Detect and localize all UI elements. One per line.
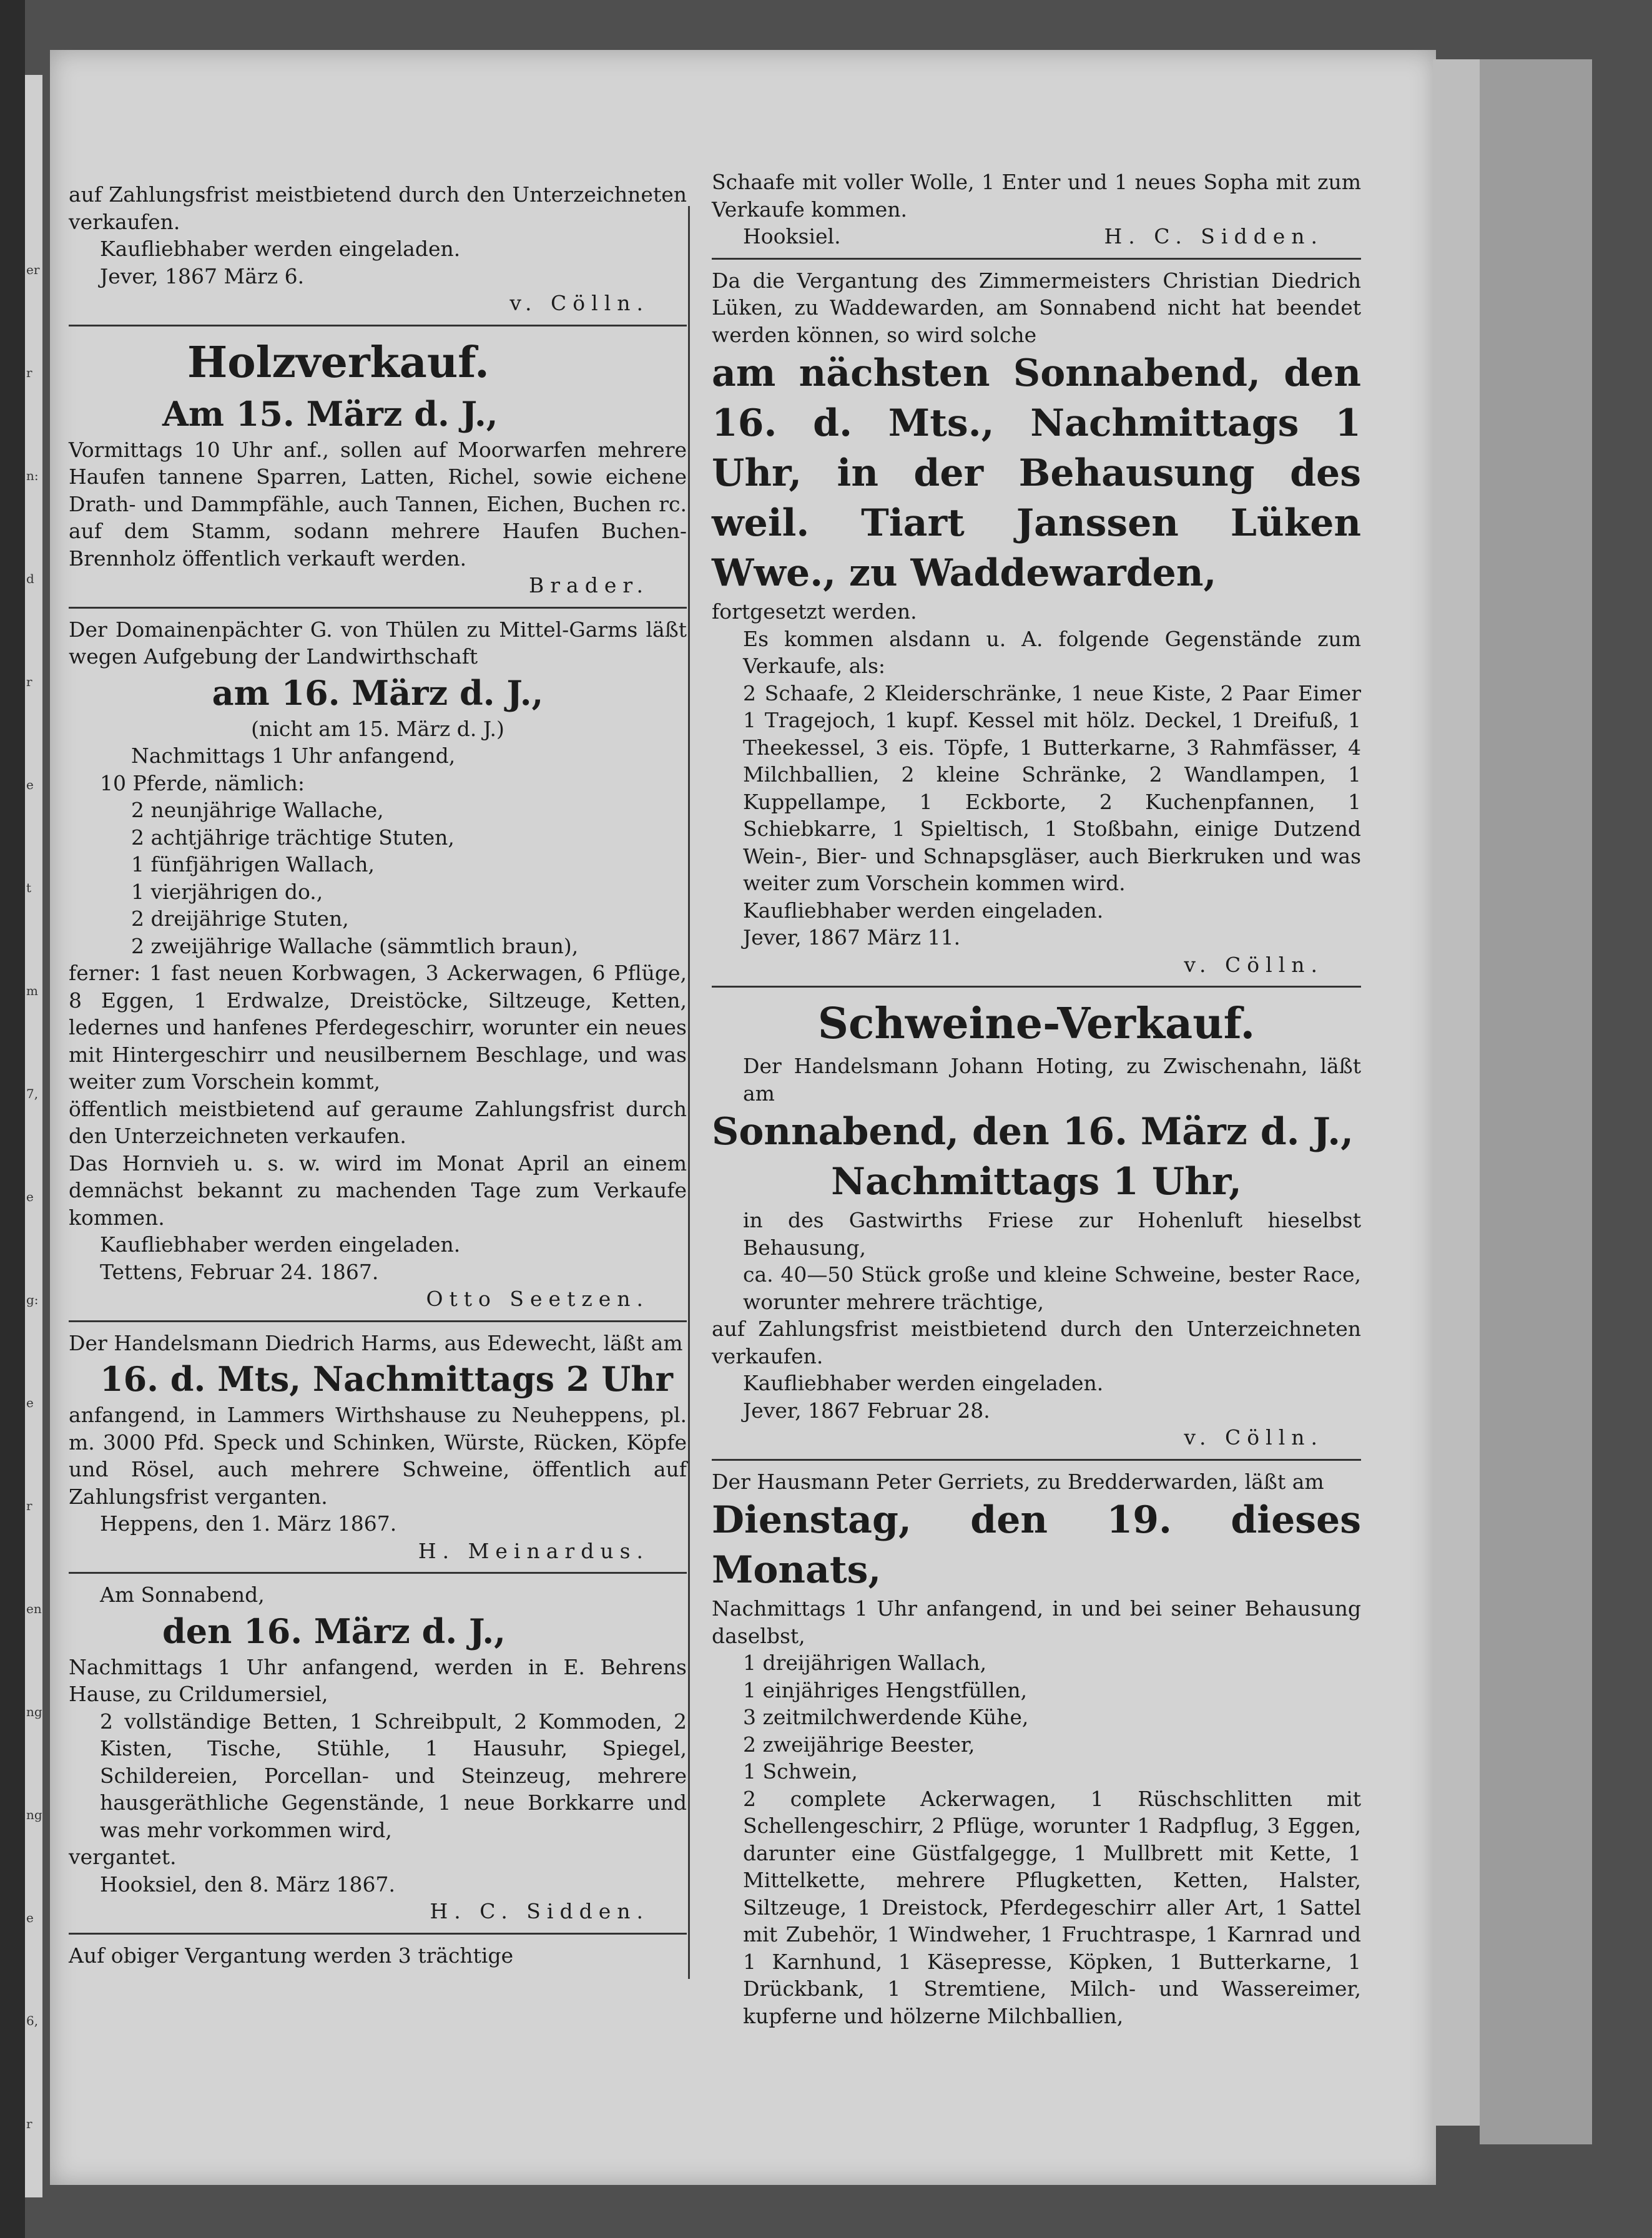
ad4-place: Heppens, den 1. März 1867.: [100, 1511, 397, 1536]
ad5-intro: Am Sonnabend,: [100, 1583, 265, 1607]
list-item: 2 achtjährige trächtige Stuten,: [131, 825, 455, 850]
ad-cont-place: Hooksiel.: [743, 224, 841, 248]
ad8-intro: Der Handelsmann Johann Hoting, zu Zwischenahn, läßt am: [743, 1054, 1361, 1106]
facing-page-letter: r: [26, 2116, 32, 2131]
ad3-note: (nicht am 15. März d. J.): [251, 716, 504, 741]
page-stack-edge: [1433, 59, 1483, 2126]
ad8-body: in des Gastwirths Friese zur Hohenluft hieselbst Behausung,: [743, 1208, 1361, 1260]
list-item: 2 zweijährige Wallache (sämmtlich braun),: [131, 933, 579, 958]
rule: [69, 325, 687, 326]
ad8-invite: Kaufliebhaber werden eingeladen.: [743, 1371, 1104, 1395]
facing-page-letter: r: [26, 365, 32, 380]
ad4-signature: H. Meinardus.: [418, 1538, 649, 1563]
ad-cont: Schaafe mit voller Wolle, 1 Enter und 1 neues Sopha mit zum Verkaufe kommen.: [712, 170, 1361, 222]
ad7-signature: v. Cölln.: [1184, 952, 1324, 977]
facing-page-letter: n:: [26, 468, 39, 483]
facing-page-letter: e: [26, 1910, 34, 1925]
facing-page-letter: 7,: [26, 1086, 39, 1101]
ad7-date: am nächsten Sonnabend, den 16. d. Mts., Nachmittags 1 Uhr, in der Behausung des weil. Tiart Janssen Lüken Wwe., zu Waddewarden,: [712, 351, 1361, 595]
rule: [712, 258, 1361, 260]
list-item: 1 einjähriges Hengstfüllen,: [743, 1677, 1028, 1702]
ad8-time: Nachmittags 1 Uhr,: [831, 1160, 1242, 1204]
facing-page-letters: [25, 75, 42, 2197]
facing-page-letter: e: [26, 1395, 34, 1410]
rule: [69, 1572, 687, 1574]
ad3-invite: Kaufliebhaber werden eingeladen.: [100, 1232, 461, 1257]
ad7-invite: Kaufliebhaber werden eingeladen.: [743, 898, 1104, 923]
ad7-list-intro: Es kommen alsdann u. A. folgende Gegenstände zum Verkaufe, als:: [743, 626, 1361, 678]
binding-shadow: [0, 0, 25, 2238]
facing-page-letter: d: [26, 571, 34, 586]
ad1-text: auf Zahlungsfrist meistbietend durch den Unterzeichneten verkaufen.: [69, 182, 687, 234]
facing-page-edge: [25, 75, 42, 2197]
facing-page-letter: m: [26, 983, 38, 998]
ad-cont-footer: [712, 223, 1361, 250]
ad4-date: 16. d. Mts, Nachmittags 2 Uhr: [100, 1359, 673, 1399]
ad3-signature: Otto Seetzen.: [426, 1287, 649, 1311]
rule: [69, 607, 687, 609]
ad1-signature: v. Cölln.: [509, 291, 649, 315]
facing-page-letter: r: [26, 674, 32, 689]
list-item: 2 dreijährige Stuten,: [131, 906, 349, 931]
list-item: 2 neunjährige Wallache,: [131, 798, 384, 822]
ad3-time: Nachmittags 1 Uhr anfangend,: [131, 744, 456, 768]
facing-page-letter: en: [26, 1601, 42, 1616]
ad8-sale: auf Zahlungsfrist meistbietend durch den Unterzeichneten verkaufen.: [712, 1317, 1361, 1368]
ad9-intro: Der Hausmann Peter Gerriets, zu Bredderwarden, läßt am: [712, 1469, 1324, 1494]
facing-page-letter: g:: [26, 1292, 39, 1307]
rule: [69, 1320, 687, 1322]
ad8-date: Sonnabend, den 16. März d. J.,: [712, 1110, 1354, 1154]
rule: [712, 986, 1361, 988]
ad9-body: Nachmittags 1 Uhr anfangend, in und bei seiner Behausung daselbst,: [712, 1596, 1361, 1648]
ad5-end: vergantet.: [69, 1845, 177, 1869]
ad2-title: Holzverkauf.: [187, 337, 489, 388]
ad1-invite: Kaufliebhaber werden eingeladen.: [100, 237, 461, 261]
ad6-start: Auf obiger Vergantung werden 3 trächtige: [69, 1943, 514, 1968]
list-item: 2 zweijährige Beester,: [743, 1732, 975, 1757]
ad3-cattle: Das Hornvieh u. s. w. wird im Monat April an einem demnächst bekannt zu machenden Tage zum Verkaufe kommen.: [69, 1151, 687, 1230]
ad7-list: 2 Schaafe, 2 Kleiderschränke, 1 neue Kiste, 2 Paar Eimer 1 Tragejoch, 1 kupf. Kessel mit hölz. Deckel, 1 Dreifuß, 1 Theekessel, 3 eis. Töpfe, 1 Butterkarne, 3 Rahmfässer, 4 Milchballien, 2 kleine Schränke, 2 Wandlampen, 1 Kuppellampe, 1 Eckborte, 2 Kuchenpfannen, 1 Schiebkarre, 1 Spieltisch, 1 Stoßbahn, einige Dutzend Wein-, Bier- und Schnapsgläser, auch Bierkruken und was weiter zum Vorschein kommen wird.: [743, 680, 1361, 895]
column-divider: [688, 206, 690, 1979]
ad9-date: Dienstag, den 19. dieses Monats,: [712, 1498, 1361, 1592]
ad5-signature: H. C. Sidden.: [430, 1899, 649, 1923]
ad8-items: ca. 40—50 Stück große und kleine Schweine, bester Race, worunter mehrere trächtige,: [743, 1262, 1361, 1314]
ad3-sale: öffentlich meistbietend auf geraume Zahlungsfrist durch den Unterzeichneten verkaufen.: [69, 1096, 687, 1148]
ad5-place: Hooksiel, den 8. März 1867.: [100, 1872, 396, 1897]
facing-page-letter: ng: [26, 1807, 42, 1822]
facing-page-letter: t: [26, 880, 32, 895]
ad7-cont: fortgesetzt werden.: [712, 599, 917, 624]
facing-page-letter: er: [26, 262, 40, 277]
ad2-body: Vormittags 10 Uhr anf., sollen auf Moorwarfen mehrere Haufen tannene Sparren, Latten, Richel, sowie eichene Drath- und Dammpfähle, auch Tannen, Eichen, Buchen rc. auf dem Stamm, sodann mehrere Haufen Buchen-Brennholz öffentlich verkauft werden.: [69, 437, 687, 571]
ad8-place: Jever, 1867 Februar 28.: [743, 1398, 990, 1423]
ad2-date: Am 15. März d. J.,: [162, 393, 498, 434]
facing-page-letter: ng: [26, 1704, 42, 1719]
ad4-intro: Der Handelsmann Diedrich Harms, aus Edewecht, läßt am: [69, 1330, 683, 1355]
ad7-place: Jever, 1867 März 11.: [743, 925, 961, 950]
ad2-signature: Brader.: [529, 573, 649, 597]
ad3-intro: Der Domainenpächter G. von Thülen zu Mittel-Garms läßt wegen Aufgebung der Landwirthschaft: [69, 617, 687, 669]
list-item: 1 fünfjährigen Wallach,: [131, 852, 375, 876]
ad7-intro: Da die Vergantung des Zimmermeisters Christian Diedrich Lüken, zu Waddewarden, am Sonnabend nicht hat beendet werden können, so wird solche: [712, 268, 1361, 347]
facing-page-letter: e: [26, 777, 34, 792]
rule: [69, 1933, 687, 1935]
rule: [712, 1459, 1361, 1461]
ad-cont-signature: H. C. Sidden.: [1104, 224, 1324, 248]
ad8-signature: v. Cölln.: [1184, 1425, 1324, 1450]
ad1-place: Jever, 1867 März 6.: [100, 263, 305, 288]
ad5-date: den 16. März d. J.,: [162, 1611, 506, 1651]
ad3-date: am 16. März d. J.,: [212, 672, 544, 713]
ad8-title: Schweine-Verkauf.: [817, 999, 1256, 1049]
ad9-more: 2 complete Ackerwagen, 1 Rüschschlitten mit Schellengeschirr, 2 Pflüge, worunter 1 Radpflug, 3 Eggen, darunter eine Güstfalgegge, 1 Mullbrett mit Kette, 1 Mittelkette, mehrere Pflugketten, Ketten, Halster, Siltzeuge, 1 Dreistock, Pferdegeschirr aller Art, 1 Sattel mit Zubehör, 1 Windweher, 1 Fruchtraspe, 1 Karnrad und 1 Karnhund, 1 Käsepresse, Köpken, 1 Butterkarne, 1 Drückbank, 1 Stremtiene, Milch- und Wassereimer, kupferne und hölzerne Milchballien,: [743, 1786, 1361, 2028]
book-cover-edge: [1480, 59, 1592, 2144]
facing-page-letter: 6,: [26, 2013, 39, 2028]
ad3-place: Tettens, Februar 24. 1867.: [100, 1259, 379, 1284]
facing-page-letter: e: [26, 1189, 34, 1204]
left-column: [69, 181, 687, 1969]
list-item: 1 Schwein,: [743, 1759, 858, 1784]
list-item: 1 dreijährigen Wallach,: [743, 1651, 987, 1675]
list-item: 1 vierjährigen do.,: [131, 879, 323, 904]
ad3-more: ferner: 1 fast neuen Korbwagen, 3 Ackerwagen, 6 Pflüge, 8 Eggen, 1 Erdwalze, Dreistöcke, Siltzeuge, Ketten, ledernes und hanfenes Pferdegeschirr, worunter ein neues mit Hintergeschirr und neusilbernem Beschlage, und was weiter zum Vorschein kommt,: [69, 961, 687, 1094]
ad5-body: Nachmittags 1 Uhr anfangend, werden in E. Behrens Hause, zu Crildumersiel,: [69, 1654, 687, 1706]
right-column: [712, 169, 1361, 2029]
ad5-items: 2 vollständige Betten, 1 Schreibpult, 2 Kommoden, 2 Kisten, Tische, Stühle, 1 Hausuhr, Spiegel, Schildereien, Porcellan- und Steinzeug, mehrere hausgeräthliche Gegenstände, 1 neue Borkkarre und was mehr vorkommen wird,: [100, 1709, 687, 1842]
list-item: 3 zeitmilchwerdende Kühe,: [743, 1705, 1029, 1729]
facing-page-letter: r: [26, 1498, 32, 1513]
ad4-body: anfangend, in Lammers Wirthshause zu Neuheppens, pl. m. 3000 Pfd. Speck und Schinken, Würste, Rücken, Köpfe und Rösel, auch mehrere Schweine, öffentlich auf Zahlungsfrist verganten.: [69, 1403, 687, 1509]
ad3-count: 10 Pferde, nämlich:: [100, 770, 305, 795]
